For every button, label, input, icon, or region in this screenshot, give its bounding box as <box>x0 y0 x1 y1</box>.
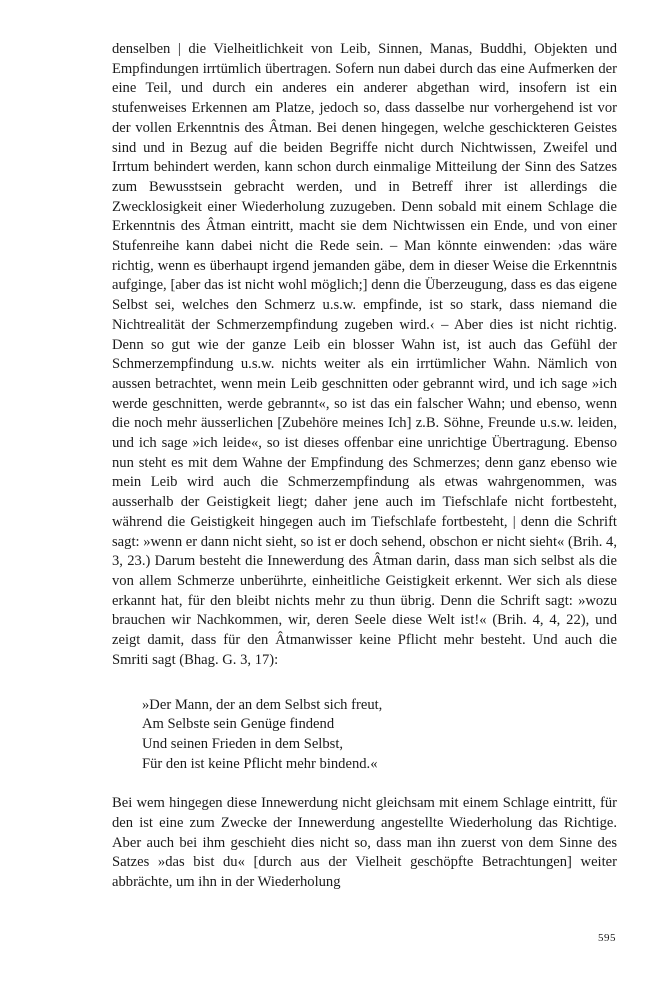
verse-line: Und seinen Frieden in dem Selbst, <box>142 735 344 752</box>
body-paragraph: denselben | die Vielheitlichkeit von Leib, Sinnen, Manas, Buddhi, Objekten und Empfindungen irrtümlich übertragen. Sofern nun dabei durch das eine Aufmerken der eine Teil, und durch ein anderes ein anderer abgethan wird, insofern ist ein stufenweises Erkennen am Platze, jedoch so, dass dasselbe nur vorhergehend ist vor der vollen Erkenntnis des Âtman. Bei denen hingegen, welche geschickteren Geistes sind und in Bezug auf die beiden Begriffe nicht durch Nichtwissen, Zweifel und Irrtum behindert werden, kann schon durch einmalige Mitteilung der Sinn des Satzes zum Bewusstsein gebracht werden, und in Betreff ihrer ist allerdings die Zwecklosigkeit einer Wiederholung zuzugeben. Denn sobald mit einem Schlage die Erkenntnis des Âtman eintritt, macht sie dem Nichtwissen ein Ende, und von einer Stufenreihe kann dabei nicht die Rede sein. – Man könnte einwenden: ›das wäre richtig, wenn es überhaupt irgend jemanden gäbe, dem in dieser Weise die Erkenntnis aufginge, [aber das ist nicht wohl möglich;] denn die Überzeugung, dass es das eigene Selbst sei, welches den Schmerz u.s.w. empfinde, ist so stark, dass niemand die Nichtrealität der Schmerzempfindung zugeben wird.‹ – Aber dies ist nicht richtig. Denn so gut wie der ganze Leib ein blosser Wahn ist, ist auch das Gefühl der Schmerzempfindung u.s.w. nichts weiter als ein irrtümlicher Wahn. Nämlich von aussen betrachtet, wenn mein Leib geschnitten oder gebrannt wird, und ich sage »ich werde geschnitten, werde gebrannt«, so ist das ein falscher Wahn; und ebenso, wenn die noch mehr äusserlichen [Zubehöre meines Ich] z.B. Söhne, Freunde u.s.w. leiden, und ich sage »ich leide«, so ist dieses offenbar eine unrichtige Übertragung. Ebenso nun steht es mit dem Wahne der Empfindung des Schmerzes; denn ganz ebenso wie mein Leib wird auch die Schmerzempfindung als etwas wahrgenommen, was ausserhalb der Geistigkeit liegt; daher jene auch im Tiefschlafe nicht fortbesteht, während die Geistigkeit hingegen auch im Tiefschlafe fortbesteht, | denn die Schrift sagt: »wenn er dann nicht sieht, so ist er doch sehend, obschon er nicht sieht« (Brih. 4, 3, 23.) Darum besteht die Innewerdung des Âtman darin, dass man sich selbst als die von allem Schmerze unberührte, einheitliche Geistigkeit erkennt. Wer sich als diese erkannt hat, für den bleibt nichts mehr zu thun übrig. Denn die Schrift sagt: »wozu brauchen wir Nachkommen, wir, deren Seele diese Welt ist!« (Brih. 4, 4, 22), und zeigt damit, dass für den Âtmanwisser keine Pflicht mehr besteht. Und auch die Smriti sagt (Bhag. G. 3, 17): <box>112 41 618 668</box>
verse-line: »Der Mann, der an dem Selbst sich freut, <box>142 696 383 713</box>
body-paragraph: Bei wem hingegen diese Innewerdung nicht gleichsam mit einem Schlage eintritt, für den ist eine zum Zwecke der Innewerdung angestellte Wiederholung das Richtige. Aber auch bei ihm geschieht dies nicht so, dass man ihn zuerst von dem Sinne des Satzes »das bist du« [durch aus der Vielheit geschöpfte Betrachtungen] weiter abbrächte, um ihn in der Wiederholung <box>112 795 617 891</box>
verse-line: Am Selbste sein Genüge findend <box>142 716 335 733</box>
verse-line: Für den ist keine Pflicht mehr bindend.« <box>142 755 378 772</box>
verse-quotation <box>142 696 617 775</box>
page-number: 595 <box>598 932 616 944</box>
page-body <box>112 40 617 893</box>
